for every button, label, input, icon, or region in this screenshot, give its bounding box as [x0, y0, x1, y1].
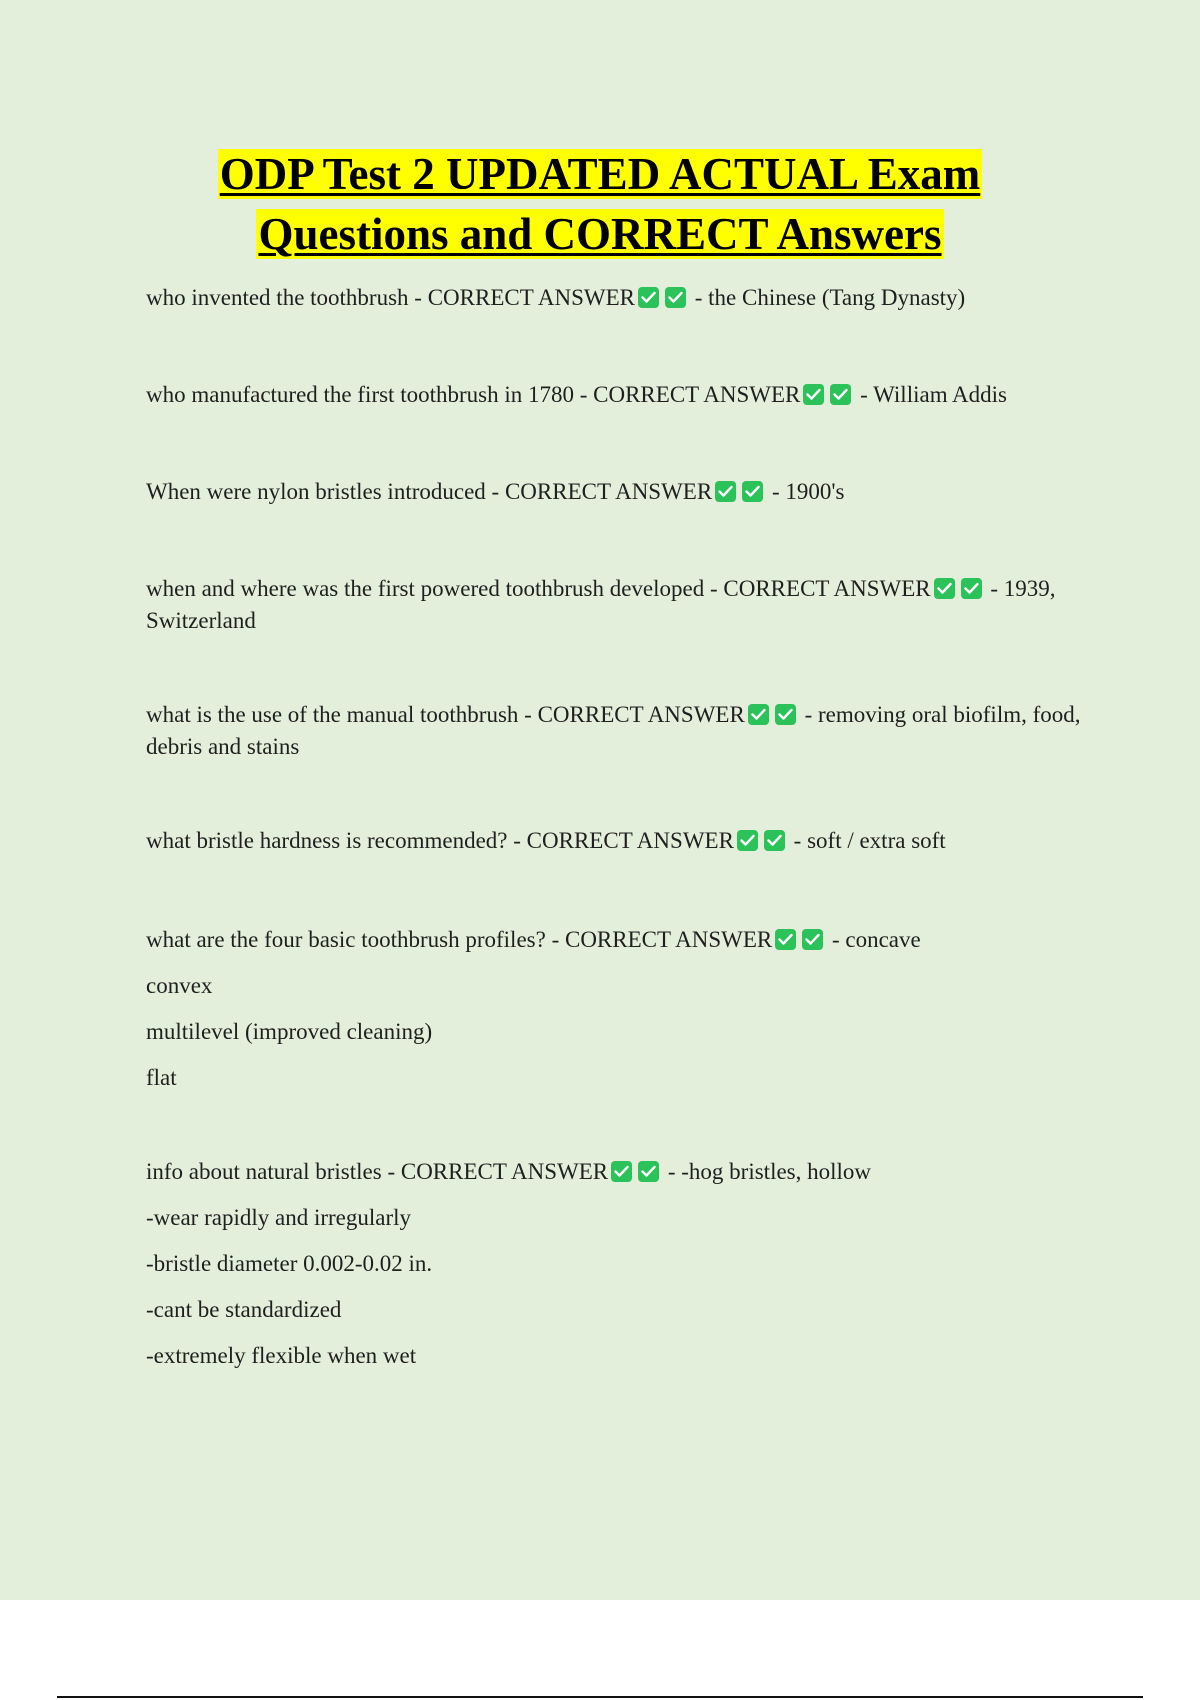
check-box-icon [775, 704, 796, 725]
correct-answer-marker: CORRECT ANSWER [537, 702, 745, 727]
answer-text: - soft / extra soft [787, 828, 946, 853]
qa-item [146, 476, 1086, 508]
check-box-icon [775, 929, 796, 950]
check-box-icon [830, 384, 851, 405]
question-text: When were nylon bristles introduced - [146, 479, 505, 504]
qa-item [146, 825, 1086, 857]
correct-answer-marker: CORRECT ANSWER [526, 828, 734, 853]
question-text: info about natural bristles - [146, 1159, 401, 1184]
answer-text: - removing oral biofilm, food, debris and stains [146, 702, 1081, 759]
footer-rule [57, 1696, 1143, 1698]
correct-answer-marker: CORRECT ANSWER [427, 285, 635, 310]
qa-list [146, 282, 1086, 1372]
answer-text: - -hog bristles, hollow [662, 1159, 872, 1184]
correct-answer-marker: CORRECT ANSWER [400, 1159, 609, 1184]
question-text: what is the use of the manual toothbrush - [146, 702, 538, 727]
answer-text: - 1939, Switzerland [146, 576, 1056, 633]
correct-answer-marker: CORRECT ANSWER [504, 479, 713, 504]
qa-item [146, 924, 1086, 1094]
answer-text: - the Chinese (Tang Dynasty) [688, 285, 966, 310]
document-title [0, 144, 1200, 264]
check-box-icon [638, 287, 659, 308]
correct-answer-marker: CORRECT ANSWER [564, 927, 773, 952]
correct-answer-marker: CORRECT ANSWER [593, 382, 801, 407]
answer-extra-line: -bristle diameter 0.002-0.02 in. [146, 1251, 433, 1276]
answer-extra-line: -extremely flexible when wet [146, 1343, 417, 1368]
question-text: who invented the toothbrush - [146, 285, 428, 310]
title-line-1: ODP Test 2 UPDATED ACTUAL Exam [219, 149, 981, 199]
check-box-icon [742, 481, 763, 502]
answer-text: - William Addis [854, 382, 1008, 407]
check-box-icon [748, 704, 769, 725]
check-box-icon [611, 1161, 632, 1182]
answer-extra-line: multilevel (improved cleaning) [146, 1019, 433, 1044]
qa-item [146, 573, 1086, 637]
check-box-icon [737, 830, 758, 851]
check-box-icon [802, 929, 823, 950]
check-box-icon [638, 1161, 659, 1182]
check-box-icon [961, 578, 982, 599]
answer-text: - 1900's [766, 479, 845, 504]
qa-item [146, 1156, 1086, 1372]
question-text: who manufactured the first toothbrush in 1780 - [146, 382, 594, 407]
question-text: what are the four basic toothbrush profiles? - [146, 927, 565, 952]
check-box-icon [715, 481, 736, 502]
title-line-2: Questions and CORRECT Answers [258, 209, 942, 259]
check-box-icon [665, 287, 686, 308]
question-text: when and where was the first powered toothbrush developed - [146, 576, 724, 601]
answer-extra-line: -wear rapidly and irregularly [146, 1205, 412, 1230]
qa-item [146, 282, 1086, 314]
qa-item [146, 699, 1086, 763]
answer-extra-line: -cant be standardized [146, 1297, 342, 1322]
qa-item [146, 379, 1086, 411]
check-box-icon [803, 384, 824, 405]
correct-answer-marker: CORRECT ANSWER [723, 576, 931, 601]
answer-text: - concave [826, 927, 921, 952]
answer-extra-line: flat [146, 1065, 177, 1090]
question-text: what bristle hardness is recommended? - [146, 828, 527, 853]
check-box-icon [934, 578, 955, 599]
answer-extra-line: convex [146, 973, 213, 998]
check-box-icon [764, 830, 785, 851]
